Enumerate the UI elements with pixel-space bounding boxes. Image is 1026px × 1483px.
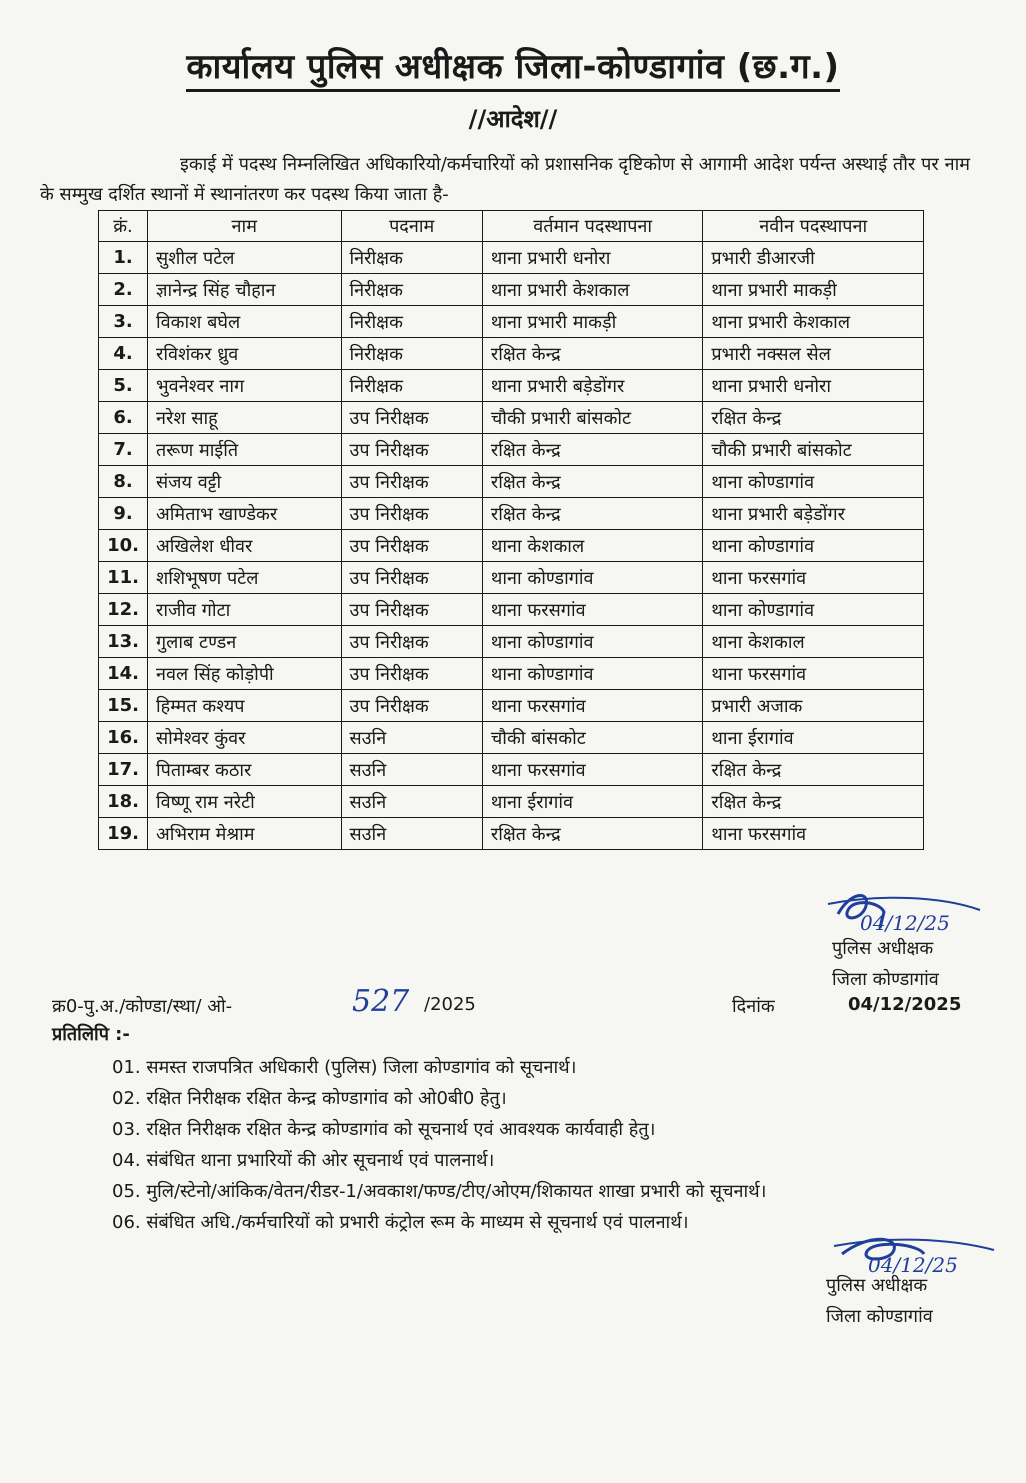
- order-heading: //आदेश//: [468, 105, 558, 133]
- row-designation: सउनि: [341, 786, 482, 818]
- row-current-posting: थाना प्रभारी बड़ेडोंगर: [482, 370, 703, 402]
- row-designation: सउनि: [341, 754, 482, 786]
- row-new-posting: थाना कोण्डागांव: [703, 466, 924, 498]
- order-intro: इकाई में पदस्थ निम्नलिखित अधिकारियो/कर्मचारियों को प्रशासनिक दृष्टिकोण से आगामी आदेश पर्यन्त अस्थाई तौर पर नाम के सम्मुख दर्शित स्थानों में स्थानांतरण कर पदस्थ किया जाता है-: [40, 154, 970, 205]
- row-current-posting: थाना प्रभारी माकड़ी: [482, 306, 703, 338]
- table-row: [99, 786, 924, 818]
- row-serial: 2.: [99, 274, 148, 306]
- table-row: [99, 498, 924, 530]
- date-label: दिनांक: [732, 996, 775, 1017]
- table-row: [99, 306, 924, 338]
- row-serial: 1.: [99, 242, 148, 274]
- signature-block-1: [832, 933, 939, 995]
- row-new-posting: चौकी प्रभारी बांसकोट: [703, 434, 924, 466]
- row-designation: उप निरीक्षक: [341, 626, 482, 658]
- row-serial: 12.: [99, 594, 148, 626]
- row-new-posting: थाना फरसगांव: [703, 562, 924, 594]
- row-current-posting: रक्षित केन्द्र: [482, 338, 703, 370]
- row-new-posting: थाना फरसगांव: [703, 658, 924, 690]
- signature-block-2: [826, 1270, 933, 1332]
- row-name: संजय वट्टी: [148, 466, 341, 498]
- header-serial: क्रं.: [99, 211, 148, 242]
- row-designation: निरीक्षक: [341, 338, 482, 370]
- header-new-posting: नवीन पदस्थापना: [703, 211, 924, 242]
- row-current-posting: चौकी बांसकोट: [482, 722, 703, 754]
- row-new-posting: थाना प्रभारी केशकाल: [703, 306, 924, 338]
- row-new-posting: थाना फरसगांव: [703, 818, 924, 850]
- header-designation: पदनाम: [341, 211, 482, 242]
- row-serial: 15.: [99, 690, 148, 722]
- transfer-table: [98, 210, 924, 850]
- header-current-posting: वर्तमान पदस्थापना: [482, 211, 703, 242]
- row-name: अमिताभ खाण्डेकर: [148, 498, 341, 530]
- row-current-posting: थाना ईरागांव: [482, 786, 703, 818]
- table-row: [99, 626, 924, 658]
- row-new-posting: थाना कोण्डागांव: [703, 594, 924, 626]
- copy-list: [112, 1052, 972, 1238]
- row-name: हिम्मत कश्यप: [148, 690, 341, 722]
- row-designation: सउनि: [341, 722, 482, 754]
- row-current-posting: थाना प्रभारी धनोरा: [482, 242, 703, 274]
- table-row: [99, 530, 924, 562]
- table-row: [99, 338, 924, 370]
- row-designation: उप निरीक्षक: [341, 658, 482, 690]
- table-body: [99, 242, 924, 850]
- row-name: सोमेश्वर कुंवर: [148, 722, 341, 754]
- row-designation: उप निरीक्षक: [341, 498, 482, 530]
- row-serial: 16.: [99, 722, 148, 754]
- row-name: नरेश साहू: [148, 402, 341, 434]
- table-row: [99, 562, 924, 594]
- reference-prefix: क्र0-पु.अ./कोण्डा/स्था/ ओ-: [52, 996, 233, 1017]
- signatory-district: जिला कोण्डागांव: [832, 969, 939, 990]
- copy-item: 04. संबंधित थाना प्रभारियों की ओर सूचनार्थ एवं पालनार्थ।: [112, 1150, 495, 1171]
- row-new-posting: थाना प्रभारी धनोरा: [703, 370, 924, 402]
- row-serial: 7.: [99, 434, 148, 466]
- row-designation: उप निरीक्षक: [341, 690, 482, 722]
- row-serial: 13.: [99, 626, 148, 658]
- table-row: [99, 434, 924, 466]
- signature-2-date: 04/12/25: [868, 1253, 958, 1277]
- signatory-designation: पुलिस अधीक्षक: [826, 1275, 928, 1296]
- row-new-posting: थाना ईरागांव: [703, 722, 924, 754]
- table-row: [99, 690, 924, 722]
- row-name: अभिराम मेश्राम: [148, 818, 341, 850]
- row-serial: 8.: [99, 466, 148, 498]
- row-current-posting: रक्षित केन्द्र: [482, 818, 703, 850]
- row-current-posting: रक्षित केन्द्र: [482, 434, 703, 466]
- row-current-posting: थाना फरसगांव: [482, 594, 703, 626]
- row-name: भुवनेश्वर नाग: [148, 370, 341, 402]
- row-designation: निरीक्षक: [341, 370, 482, 402]
- table-row: [99, 242, 924, 274]
- copy-item: 01. समस्त राजपत्रित अधिकारी (पुलिस) जिला कोण्डागांव को सूचनार्थ।: [112, 1057, 577, 1078]
- row-serial: 3.: [99, 306, 148, 338]
- copy-item: 05. मुलि/स्टेनो/आंकिक/वेतन/रीडर-1/अवकाश/फण्ड/टीए/ओएम/शिकायत शाखा प्रभारी को सूचनार्थ।: [112, 1181, 767, 1202]
- row-current-posting: रक्षित केन्द्र: [482, 498, 703, 530]
- row-new-posting: थाना प्रभारी बड़ेडोंगर: [703, 498, 924, 530]
- row-current-posting: थाना कोण्डागांव: [482, 626, 703, 658]
- table-row: [99, 370, 924, 402]
- row-serial: 5.: [99, 370, 148, 402]
- row-serial: 17.: [99, 754, 148, 786]
- row-designation: सउनि: [341, 818, 482, 850]
- row-current-posting: थाना प्रभारी केशकाल: [482, 274, 703, 306]
- row-name: विष्णू राम नरेटी: [148, 786, 341, 818]
- row-name: पिताम्बर कठार: [148, 754, 341, 786]
- table-header-row: [99, 211, 924, 242]
- row-serial: 4.: [99, 338, 148, 370]
- row-serial: 11.: [99, 562, 148, 594]
- row-name: अखिलेश धीवर: [148, 530, 341, 562]
- row-new-posting: रक्षित केन्द्र: [703, 402, 924, 434]
- copy-item: 03. रक्षित निरीक्षक रक्षित केन्द्र कोण्डागांव को सूचनार्थ एवं आवश्यक कार्यवाही हेतु।: [112, 1119, 656, 1140]
- row-name: राजीव गोटा: [148, 594, 341, 626]
- copy-item: 06. संबंधित अधि./कर्मचारियों को प्रभारी कंट्रोल रूम के माध्यम से सूचनार्थ एवं पालनार्थ।: [112, 1212, 689, 1233]
- table-row: [99, 402, 924, 434]
- row-name: ज्ञानेन्द्र सिंह चौहान: [148, 274, 341, 306]
- row-designation: निरीक्षक: [341, 274, 482, 306]
- row-current-posting: रक्षित केन्द्र: [482, 466, 703, 498]
- table-row: [99, 594, 924, 626]
- row-designation: उप निरीक्षक: [341, 434, 482, 466]
- row-designation: उप निरीक्षक: [341, 466, 482, 498]
- row-new-posting: रक्षित केन्द्र: [703, 786, 924, 818]
- row-designation: निरीक्षक: [341, 242, 482, 274]
- table-row: [99, 722, 924, 754]
- row-new-posting: रक्षित केन्द्र: [703, 754, 924, 786]
- signature-1-date: 04/12/25: [860, 911, 950, 935]
- row-name: सुशील पटेल: [148, 242, 341, 274]
- row-new-posting: प्रभारी अजाक: [703, 690, 924, 722]
- row-designation: उप निरीक्षक: [341, 402, 482, 434]
- row-current-posting: थाना फरसगांव: [482, 690, 703, 722]
- row-serial: 14.: [99, 658, 148, 690]
- row-current-posting: थाना फरसगांव: [482, 754, 703, 786]
- row-current-posting: थाना केशकाल: [482, 530, 703, 562]
- copy-item: 02. रक्षित निरीक्षक रक्षित केन्द्र कोण्डागांव को ओ0बी0 हेतु।: [112, 1088, 507, 1109]
- row-name: रविशंकर ध्रुव: [148, 338, 341, 370]
- row-designation: उप निरीक्षक: [341, 530, 482, 562]
- row-name: तरूण माईति: [148, 434, 341, 466]
- row-new-posting: प्रभारी डीआरजी: [703, 242, 924, 274]
- row-name: शशिभूषण पटेल: [148, 562, 341, 594]
- office-title: कार्यालय पुलिस अधीक्षक जिला-कोण्डागांव (छ.ग.): [0, 42, 1026, 88]
- row-new-posting: प्रभारी नक्सल सेल: [703, 338, 924, 370]
- order-date: 04/12/2025: [848, 994, 962, 1015]
- row-serial: 18.: [99, 786, 148, 818]
- table-row: [99, 274, 924, 306]
- row-name: गुलाब टण्डन: [148, 626, 341, 658]
- row-current-posting: चौकी प्रभारी बांसकोट: [482, 402, 703, 434]
- row-serial: 10.: [99, 530, 148, 562]
- row-current-posting: थाना कोण्डागांव: [482, 658, 703, 690]
- row-designation: निरीक्षक: [341, 306, 482, 338]
- table-row: [99, 466, 924, 498]
- row-new-posting: थाना प्रभारी माकड़ी: [703, 274, 924, 306]
- header-name: नाम: [148, 211, 341, 242]
- row-designation: उप निरीक्षक: [341, 562, 482, 594]
- signatory-district: जिला कोण्डागांव: [826, 1306, 933, 1327]
- row-designation: उप निरीक्षक: [341, 594, 482, 626]
- row-new-posting: थाना कोण्डागांव: [703, 530, 924, 562]
- reference-number: 527: [352, 984, 410, 1019]
- reference-year: /2025: [424, 994, 476, 1015]
- row-new-posting: थाना केशकाल: [703, 626, 924, 658]
- reference-line: [52, 984, 972, 1022]
- table-row: [99, 658, 924, 690]
- row-name: नवल सिंह कोड़ोपी: [148, 658, 341, 690]
- copy-label: प्रतिलिपि :-: [52, 1024, 130, 1045]
- table-row: [99, 754, 924, 786]
- row-current-posting: थाना कोण्डागांव: [482, 562, 703, 594]
- signatory-designation: पुलिस अधीक्षक: [832, 938, 934, 959]
- row-serial: 9.: [99, 498, 148, 530]
- row-serial: 19.: [99, 818, 148, 850]
- row-name: विकाश बघेल: [148, 306, 341, 338]
- row-serial: 6.: [99, 402, 148, 434]
- table-row: [99, 818, 924, 850]
